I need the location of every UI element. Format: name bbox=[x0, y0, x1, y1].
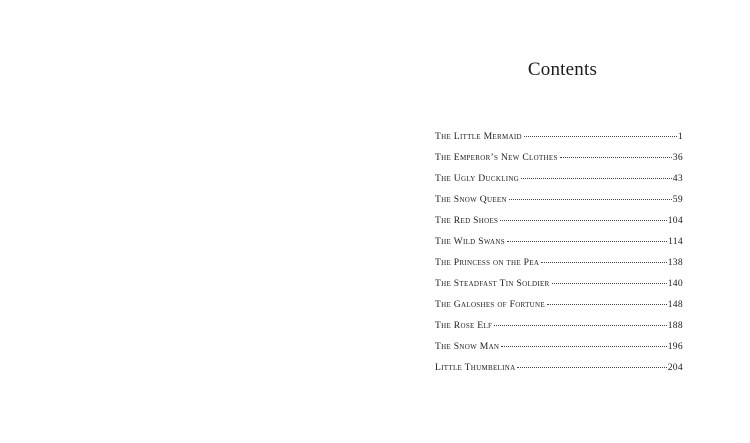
toc-entry-page: 43 bbox=[672, 173, 683, 184]
toc-entry-princess-on-the-pea[interactable] bbox=[435, 257, 683, 278]
dot-leader bbox=[552, 283, 667, 284]
toc-entry-snow-queen[interactable] bbox=[435, 194, 683, 215]
dot-leader bbox=[547, 304, 667, 305]
toc-entry-ugly-duckling[interactable] bbox=[435, 173, 683, 194]
toc-entry-title: The Steadfast Tin Soldier bbox=[435, 278, 550, 289]
toc-entry-red-shoes[interactable] bbox=[435, 215, 683, 236]
dot-leader bbox=[507, 241, 667, 242]
toc-entry-page: 204 bbox=[667, 362, 683, 373]
dot-leader bbox=[541, 262, 667, 263]
toc-entry-little-thumbelina[interactable] bbox=[435, 362, 683, 383]
toc-entry-page: 140 bbox=[667, 278, 683, 289]
toc-entry-page: 114 bbox=[668, 236, 683, 247]
dot-leader bbox=[501, 346, 666, 347]
toc-entry-title: The Wild Swans bbox=[435, 236, 505, 247]
toc-entry-title: The Ugly Duckling bbox=[435, 173, 520, 184]
toc-entry-title: The Galoshes of Fortune bbox=[435, 299, 545, 310]
toc-entry-title: The Little Mermaid bbox=[435, 131, 522, 142]
dot-leader bbox=[521, 178, 672, 179]
toc-entry-little-mermaid[interactable] bbox=[435, 131, 683, 152]
toc-entry-page: 36 bbox=[672, 152, 683, 163]
toc-entry-page: 1 bbox=[677, 131, 683, 142]
dot-leader bbox=[560, 157, 672, 158]
toc-entry-wild-swans[interactable] bbox=[435, 236, 683, 257]
toc-entry-page: 138 bbox=[667, 257, 683, 268]
toc-entry-title: The Snow Queen bbox=[435, 194, 507, 205]
toc-entry-title: The Red Shoes bbox=[435, 215, 499, 226]
table-of-contents bbox=[435, 131, 683, 383]
toc-entry-snow-man[interactable] bbox=[435, 341, 683, 362]
toc-entry-emperors-new-clothes[interactable] bbox=[435, 152, 683, 173]
toc-entry-title: The Princess on the Pea bbox=[435, 257, 540, 268]
contents-title: Contents bbox=[527, 59, 598, 80]
toc-entry-title: Little Thumbelina bbox=[435, 362, 516, 373]
toc-entry-steadfast-tin-soldier[interactable] bbox=[435, 278, 683, 299]
right-page bbox=[375, 0, 750, 443]
toc-entry-title: The Rose Elf bbox=[435, 320, 493, 331]
dot-leader bbox=[500, 220, 666, 221]
toc-entry-page: 104 bbox=[667, 215, 683, 226]
toc-entry-page: 59 bbox=[672, 194, 683, 205]
toc-entry-page: 148 bbox=[667, 299, 683, 310]
toc-entry-title: The Emperor’s New Clothes bbox=[435, 152, 558, 163]
dot-leader bbox=[494, 325, 666, 326]
toc-entry-galoshes-of-fortune[interactable] bbox=[435, 299, 683, 320]
dot-leader bbox=[509, 199, 672, 200]
dot-leader bbox=[517, 367, 666, 368]
toc-entry-page: 188 bbox=[667, 320, 683, 331]
toc-entry-rose-elf[interactable] bbox=[435, 320, 683, 341]
dot-leader bbox=[524, 136, 677, 137]
toc-entry-page: 196 bbox=[667, 341, 683, 352]
toc-entry-title: The Snow Man bbox=[435, 341, 500, 352]
